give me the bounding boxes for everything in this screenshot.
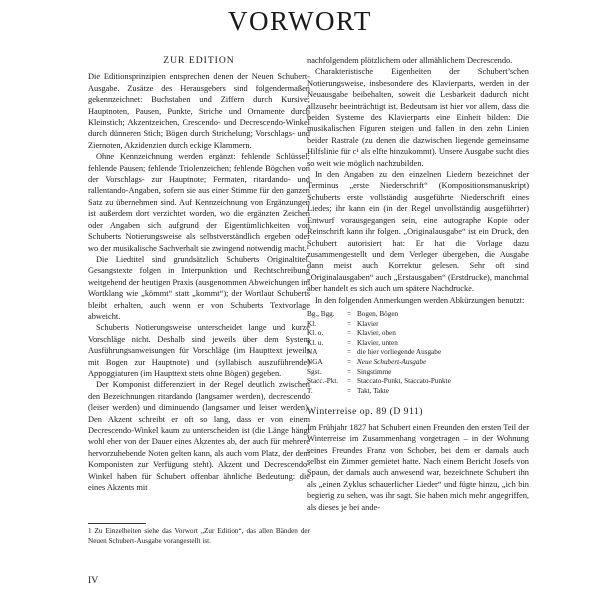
abbreviation-row: Kl. u. = Klavier, unten: [307, 338, 398, 347]
paragraph: Die Editionsprinzipien entsprechen denen der Neuen Schubert-Ausgabe. Zusätze des Herausgebers sind folgendermaßen gekennzeichnet: Buchstaben und Ziffern durch Kursive; Hauptnoten, Pausen, Punkte, Striche und Ornamente durch Kleinstich; Akzentzeichen, Crescendo- und Decrescendo-Winkel durch dünneren Stich; Bögen durch Strichelung; Vorschlags- und Ziernoten, Akzidenzien durch eckige Klammern.: [88, 72, 310, 150]
abbreviation-row: Stacc.-Pkt. = Staccato-Punkt, Staccato-Punkte: [307, 377, 451, 386]
paragraph: Im Frühjahr 1827 hat Schubert einen Freunden den ersten Teil der Winterreise im Zusammenhang vorgetragen – in der Wohnung seines Freundes Franz von Schober, bei dem er damals auch selbst ein Zimmer gemietet hatte. Nach einem Bericht Josefs von Spaun, der damals auch anwesend war, bezeichnete Schubert ihn als „einen Zyklus schauerlicher Lieder“ und fügte hinzu, „ich bin begierig zu sehen, was ihr sagt. Sie haben mich mehr angegriffen, als dieses je bei ande-: [307, 422, 529, 512]
paragraph: Charakteristische Eigenheiten der Schubert’schen Notierungsweise, insbesondere des Klavierparts, werden in der Neuausgabe beibehalten, soweit die Lesbarkeit dadurch nicht allzusehr beeinträchtigt ist. Bedeutsam ist hier vor allem, dass die beiden Systeme des Klavierparts eine Einheit bilden: Die musikalischen Figuren steigen und fallen in den zehn Linien beider Rastrale (zu denen die dazwischen liegende gemeinsame Hilfslinie für c¹ als elfte hinzukommt). Unsere Ausgabe sucht dies so weit wie möglich nachzubilden.: [307, 67, 529, 168]
abbreviation-row: Bg., Bgg. = Bogen, Bögen: [307, 309, 399, 318]
right-column: [307, 55, 529, 513]
page-number: IV: [88, 575, 99, 586]
paragraph: nachfolgendem plötzlichem oder allmählichem Decrescendo.: [307, 56, 513, 65]
paragraph: Schuberts Notierungsweise unterscheidet lange und kurze Vorschläge nicht. Deshalb sind jeweils über dem System Ausführungsanweisungen für Vorschläge (im Haupttext jeweils mit Bogen zur Hauptnote) und (syllabisch auszuführende) Appoggiaturen (im Haupttext stets ohne Bögen) gegeben.: [88, 323, 310, 378]
abbreviation-row: Sgst. = Singstimme: [307, 367, 392, 376]
left-column: [88, 55, 310, 493]
page-title: VORWORT: [228, 6, 372, 36]
abbreviation-row: NA = die hier vorliegende Ausgabe: [307, 348, 442, 357]
abbreviation-row: Kl. = Klavier: [307, 319, 379, 328]
footnote-divider: [88, 523, 146, 524]
paragraph: Die Liedtitel sind grundsätzlich Schuberts Originaltitel. Gesangstexte folgen in Interpunktion und Rechtschreibung weitgehend der heutigen Praxis (ausgenommen Abweichungen im Wortklang wie „kömmt“ statt „kommt“); der Wortlaut Schuberts bleibt erhalten, auch wenn er von Schuberts Textvorlage abweicht.: [88, 254, 310, 321]
section-heading-zur-edition: ZUR EDITION: [163, 55, 235, 66]
paragraph: In den Angaben zu den einzelnen Liedern bezeichnet der Terminus „erste Niederschrift“ (Kompositionsmanuskript) Schuberts erste vollständig ausgeführte Niederschrift eines Liedes; ihr kann ein (in der Regel unvollständig ausgeführter) Entwurf vorausgegangen sein, eine autographe Kopie oder Reinschrift kann ihr folgen. „Originalausgabe“ ist ein Druck, den Schubert autorisiert hat: Er hat die Vorlage dazu zusammengestellt und dem Verleger übergeben, die Ausgabe dann meist auch Korrektur gelesen. Sehr oft sind „Originalausgaben“ auch „Erstausgaben“ (Erstdrucke), manchmal aber handelt es sich auch um spätere Nachdrucke.: [307, 170, 529, 294]
abbreviation-list: [307, 310, 529, 396]
footnote: 1 Zu Einzelheiten siehe das Vorwort „Zur Edition“, das allen Bänden der Neuen Schubert-Ausgabe vorangestellt ist.: [88, 527, 310, 545]
paragraph: Ohne Kennzeichnung werden ergänzt: fehlende Schlüssel; fehlende Pausen; fehlende Triolenzeichen; fehlende Bögchen von der Vorschlags- zur Hauptnote; Fermaten, ritardando- und rallentando-Angaben, sofern sie aus einer Stimme für den ganzen Satz zu übernehmen sind. Auf Kennzeichnung von Ergänzungen ist außerdem dort verzichtet worden, wo die ergänzten Zeichen oder Angaben sich aufgrund der Eigentümlichkeiten von Schuberts Notierungsweise als selbstverständlich ergeben oder wo der musikalische Sachverhalt sie zwingend notwendig macht.¹: [88, 152, 310, 253]
paragraph: In den folgenden Anmerkungen werden Abkürzungen benutzt:: [315, 295, 525, 305]
paragraph: Der Komponist differenziert in der Regel deutlich zwischen den Bezeichnungen ritardando (langsamer werden), decrescendo (leiser werden) und diminuendo (langsamer und leiser werden). Den Akzent schreibt er oft so lang, dass er von einem Decrescendo-Winkel kaum zu unterscheiden ist (die Länge hängt wohl eher von der Dauer eines Akzentes ab, der auch für mehrere hervorzuhebende Noten gelten kann, als auch vom Platz, der dem Komponisten zur Verfügung steht). Akzent und Decrescendo-Winkel haben für Schubert offenbar ähnliche Bedeutung: die eines Akzents mit: [88, 380, 310, 493]
section-heading-winterreise: Winterreise op. 89 (D 911): [307, 406, 423, 418]
abbreviation-row: Kl. o. = Klavier, oben: [307, 329, 396, 338]
abbreviation-row: T. = Takt, Takte: [307, 386, 389, 395]
abbreviation-row: NGA = Neue Schubert-Ausgabe: [307, 357, 427, 366]
